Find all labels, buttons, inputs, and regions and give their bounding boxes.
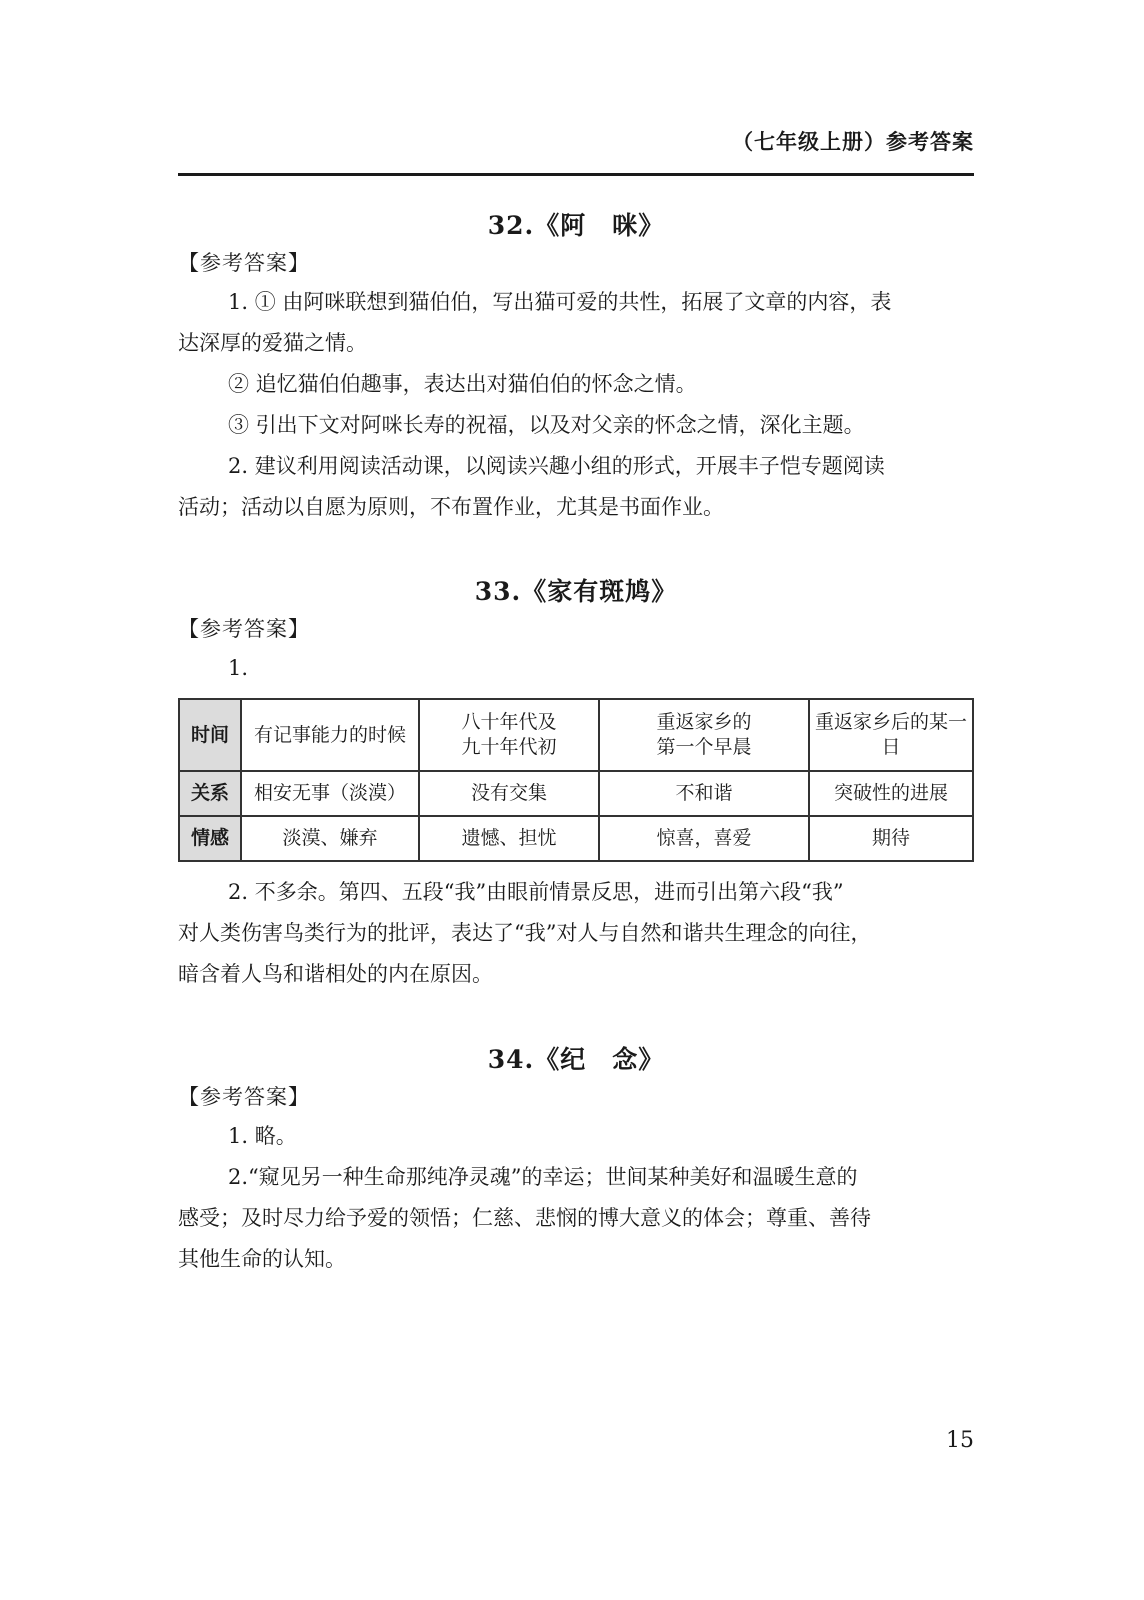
text-line: 活动；活动以自愿为原则，不布置作业，尤其是书面作业。 — [178, 495, 724, 519]
page-number: 15 — [946, 1428, 974, 1453]
section-32-title: 32.《阿 咪》 — [487, 211, 665, 240]
table-cell: 重返家乡后的某一日 — [809, 699, 973, 771]
text-line: 对人类伤害鸟类行为的批评，表达了“我”对人与自然和谐共生理念的向往， — [178, 921, 872, 945]
section-34-body — [178, 1116, 974, 1280]
text-line: 1. 略。 — [228, 1124, 297, 1148]
text-line: ③ 引出下文对阿咪长寿的祝福，以及对父亲的怀念之情，深化主题。 — [228, 413, 865, 437]
table-cell: 相安无事（淡漠） — [241, 771, 419, 816]
text-line: 2. 不多余。第四、五段“我”由眼前情景反思，进而引出第六段“我” — [228, 880, 844, 904]
running-header: （七年级上册）参考答案 — [732, 130, 974, 154]
row-header: 时间 — [179, 699, 241, 771]
section-33-item-2 — [178, 872, 974, 995]
row-header: 情感 — [179, 816, 241, 861]
text-line: 1. ① 由阿咪联想到猫伯伯，写出猫可爱的共性，拓展了文章的内容，表 — [228, 290, 892, 314]
table-cell: 八十年代及 九十年代初 — [419, 699, 599, 771]
table-cell: 遗憾、担忧 — [419, 816, 599, 861]
section-33-answer-label: 【参考答案】 — [178, 617, 310, 641]
text-line: 达深厚的爱猫之情。 — [178, 331, 367, 355]
table-row — [179, 816, 973, 861]
text-line: 感受；及时尽力给予爱的领悟；仁慈、悲悯的博大意义的体会；尊重、善待 — [178, 1206, 871, 1230]
text-line: ② 追忆猫伯伯趣事，表达出对猫伯伯的怀念之情。 — [228, 372, 697, 396]
relationship-table — [178, 698, 974, 862]
text-line: 1. — [228, 656, 249, 680]
table-cell: 不和谐 — [599, 771, 809, 816]
table-cell: 重返家乡的 第一个早晨 — [599, 699, 809, 771]
table-cell: 没有交集 — [419, 771, 599, 816]
section-32-body — [178, 282, 974, 528]
table-row — [179, 771, 973, 816]
text-line: 暗含着人鸟和谐相处的内在原因。 — [178, 962, 493, 986]
header-rule — [178, 173, 974, 176]
table-cell: 突破性的进展 — [809, 771, 973, 816]
section-34-answer-label: 【参考答案】 — [178, 1085, 310, 1109]
text-line: 其他生命的认知。 — [178, 1247, 346, 1271]
table-cell: 期待 — [809, 816, 973, 861]
text-line: 2. 建议利用阅读活动课，以阅读兴趣小组的形式，开展丰子恺专题阅读 — [228, 454, 885, 478]
section-33-title: 33.《家有斑鸠》 — [474, 577, 678, 606]
table-cell: 有记事能力的时候 — [241, 699, 419, 771]
section-34-title: 34.《纪 念》 — [487, 1045, 665, 1074]
table-cell: 惊喜，喜爱 — [599, 816, 809, 861]
text-line: 2.“窥见另一种生命那纯净灵魂”的幸运；世间某种美好和温暖生意的 — [228, 1165, 858, 1189]
section-32-answer-label: 【参考答案】 — [178, 251, 310, 275]
section-33-item-1 — [178, 648, 974, 689]
row-header: 关系 — [179, 771, 241, 816]
table-cell: 淡漠、嫌弃 — [241, 816, 419, 861]
table-row — [179, 699, 973, 771]
